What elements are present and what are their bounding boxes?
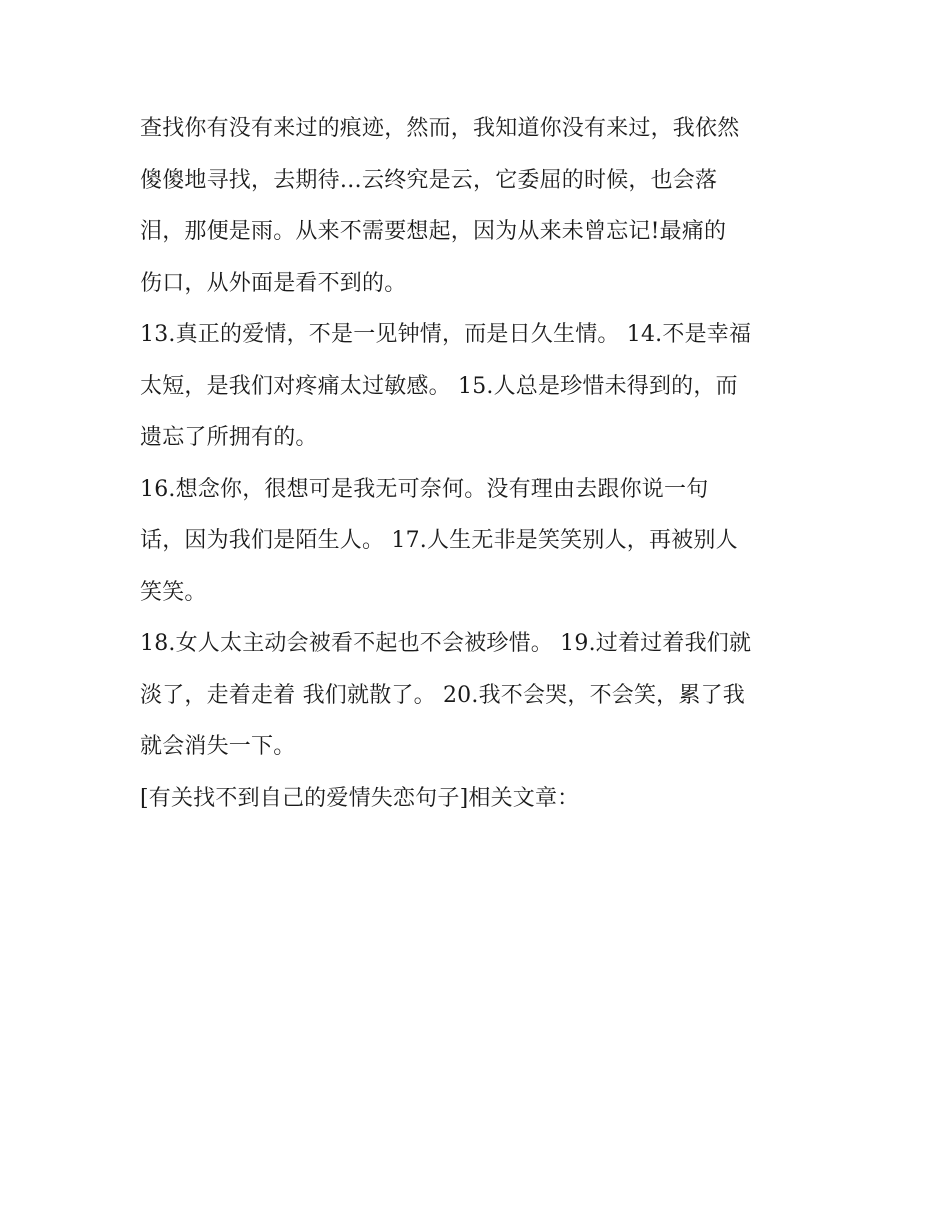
text-line: 16.想念你，很想可是我无可奈何。没有理由去跟你说一句 <box>140 476 709 502</box>
text-line: 伤口，从外面是看不到的。 <box>140 270 407 296</box>
text-line: 13.真正的爱情，不是一见钟情，而是日久生情。 14.不是幸福 <box>140 322 752 347</box>
document-body <box>140 103 830 824</box>
text-line: 太短，是我们对疼痛太过敏感。 15.人总是珍惜未得到的，而 <box>140 373 738 399</box>
text-line: 话，因为我们是陌生人。 17.人生无非是笑笑别人，再被别人 <box>140 528 738 553</box>
text-line: 笑笑。 <box>140 579 207 605</box>
text-line: 18.女人太主动会被看不起也不会被珍惜。 19.过着过着我们就 <box>140 631 752 656</box>
text-line: 泪，那便是雨。从来不需要想起，因为从来未曾忘记!最痛的 <box>140 219 727 244</box>
related-articles-heading: [有关找不到自己的爱情失恋句子]相关文章： <box>140 785 580 811</box>
text-line: 查找你有没有来过的痕迹，然而，我知道你没有来过，我依然 <box>140 116 740 141</box>
text-line: 淡了，走着走着 我们就散了。 20.我不会哭，不会笑，累了我 <box>140 682 745 708</box>
text-line: 遗忘了所拥有的。 <box>140 425 318 450</box>
text-line: 傻傻地寻找，去期待…云终究是云，它委屈的时候，也会落 <box>140 167 718 193</box>
text-line: 就会消失一下。 <box>140 734 296 759</box>
